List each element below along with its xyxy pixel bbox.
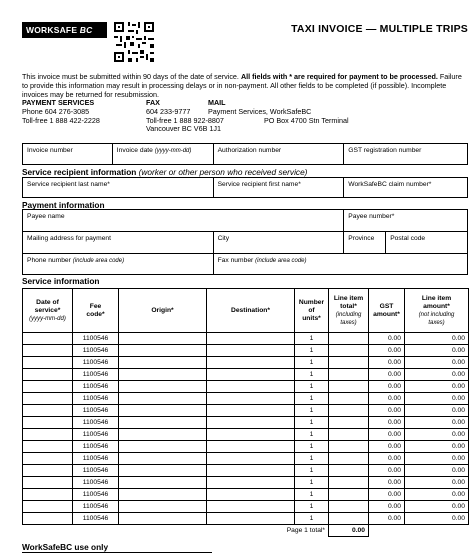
province-label: Province [348, 235, 375, 242]
col-gst-amount [369, 289, 405, 333]
line-amount-cell[interactable]: 0.00 [405, 441, 469, 453]
invoice-number-label: Invoice number [27, 147, 73, 154]
logo-work: WORK [26, 25, 54, 35]
origin-cell[interactable] [119, 429, 207, 441]
gst-cell[interactable]: 0.00 [369, 381, 405, 393]
fee-code-cell[interactable]: 1100546 [73, 393, 119, 405]
line-amount-cell[interactable]: 0.00 [405, 417, 469, 429]
date-cell[interactable] [23, 513, 73, 525]
line-amount-cell[interactable]: 0.00 [405, 369, 469, 381]
col-total-line1: Line item [333, 294, 364, 302]
destination-cell[interactable] [207, 381, 295, 393]
payee-name-field[interactable] [23, 210, 344, 232]
date-cell[interactable] [23, 405, 73, 417]
table-row [23, 501, 469, 513]
date-cell[interactable] [23, 333, 73, 345]
fee-code-cell[interactable]: 1100546 [73, 453, 119, 465]
line-amount-cell[interactable]: 0.00 [405, 489, 469, 501]
col-date-hint: (yyyy-mm-dd) [29, 315, 66, 322]
units-cell[interactable]: 1 [295, 513, 329, 525]
destination-cell[interactable] [207, 393, 295, 405]
units-cell[interactable]: 1 [295, 405, 329, 417]
line-amount-cell[interactable]: 0.00 [405, 513, 469, 525]
col-amount-line1: Line item [421, 294, 452, 302]
postal-code-field[interactable] [386, 232, 468, 254]
line-total-cell[interactable] [329, 441, 369, 453]
table-row [23, 465, 469, 477]
col-destination: Destination* [207, 289, 295, 333]
destination-cell[interactable] [207, 453, 295, 465]
fax-number-label: Fax number [217, 257, 254, 264]
payment-services-heading: PAYMENT SERVICES [22, 98, 95, 107]
line-amount-cell[interactable]: 0.00 [405, 345, 469, 357]
table-row [23, 417, 469, 429]
date-cell[interactable] [23, 417, 73, 429]
line-total-cell[interactable] [329, 369, 369, 381]
fax-number-hint: (include area code) [255, 258, 307, 264]
phone-number-hint: (include area code) [72, 258, 125, 264]
col-gst-line2: amount* [373, 310, 400, 318]
origin-cell[interactable] [119, 453, 207, 465]
line-total-cell[interactable] [329, 429, 369, 441]
service-section-title: Service information [22, 276, 100, 286]
date-cell[interactable] [23, 489, 73, 501]
destination-cell[interactable] [207, 357, 295, 369]
fee-code-cell[interactable]: 1100546 [73, 357, 119, 369]
worksafebc-use-only-title: WorkSafeBC use only [22, 542, 109, 552]
fee-code-cell[interactable]: 1100546 [73, 405, 119, 417]
mailing-address-label: Mailing address for payment [27, 235, 112, 242]
destination-cell[interactable] [207, 429, 295, 441]
origin-cell[interactable] [119, 513, 207, 525]
col-units [295, 289, 329, 333]
phone-number-label: Phone number [27, 257, 71, 264]
instructions-part1: This invoice must be submitted within 90 days of the date of service. [22, 72, 241, 81]
date-cell[interactable] [23, 453, 73, 465]
destination-cell[interactable] [207, 441, 295, 453]
col-gst-line1: GST [379, 302, 394, 310]
table-row [23, 369, 469, 381]
col-units-line3: units* [302, 314, 321, 322]
qr-code-icon [112, 20, 156, 64]
date-cell[interactable] [23, 429, 73, 441]
origin-cell[interactable] [119, 345, 207, 357]
fee-code-cell[interactable]: 1100546 [73, 429, 119, 441]
units-cell[interactable]: 1 [295, 357, 329, 369]
origin-cell[interactable] [119, 369, 207, 381]
claim-number-field[interactable] [344, 178, 468, 198]
gst-cell[interactable]: 0.00 [369, 489, 405, 501]
table-row [23, 429, 469, 441]
fee-code-cell[interactable]: 1100546 [73, 501, 119, 513]
invoice-fields [22, 143, 468, 165]
line-total-cell[interactable] [329, 513, 369, 525]
service-table-header [23, 289, 469, 333]
destination-cell[interactable] [207, 489, 295, 501]
line-total-cell[interactable] [329, 501, 369, 513]
mail-line3: Vancouver BC V6B 1J1 [146, 124, 221, 134]
page-total-spacer [369, 525, 469, 537]
gst-cell[interactable]: 0.00 [369, 513, 405, 525]
units-cell[interactable]: 1 [295, 345, 329, 357]
payment-services-phone: Phone 604 276-3085 [22, 106, 90, 116]
fax-phone: 604 233-9777 [146, 106, 191, 116]
destination-cell[interactable] [207, 345, 295, 357]
col-units-line1: Number [298, 298, 325, 306]
date-cell[interactable] [23, 393, 73, 405]
origin-cell[interactable] [119, 405, 207, 417]
recipient-last-name-label: Service recipient last name* [27, 181, 110, 188]
fax-number-field[interactable] [214, 254, 468, 275]
city-label: City [217, 235, 230, 242]
table-row [23, 345, 469, 357]
mail-line1: Payment Services, WorkSafeBC [208, 106, 312, 116]
line-amount-cell[interactable]: 0.00 [405, 333, 469, 345]
phone-number-field[interactable] [23, 254, 214, 275]
date-cell[interactable] [23, 369, 73, 381]
table-row [23, 453, 469, 465]
origin-cell[interactable] [119, 381, 207, 393]
gst-cell[interactable]: 0.00 [369, 345, 405, 357]
worksafebc-logo [22, 22, 107, 38]
mailing-address-field[interactable] [23, 232, 214, 254]
line-total-cell[interactable] [329, 333, 369, 345]
gst-cell[interactable]: 0.00 [369, 333, 405, 345]
recipient-subtitle: (worker or other person who received service) [138, 167, 308, 177]
gst-cell[interactable]: 0.00 [369, 369, 405, 381]
gst-cell[interactable]: 0.00 [369, 405, 405, 417]
destination-cell[interactable] [207, 465, 295, 477]
table-row [23, 477, 469, 489]
instructions [22, 72, 468, 99]
line-amount-cell[interactable]: 0.00 [405, 453, 469, 465]
fee-code-cell[interactable]: 1100546 [73, 381, 119, 393]
col-fee-line2: code* [86, 310, 105, 318]
recipient-first-name-field[interactable] [214, 178, 345, 198]
invoice-number-field[interactable] [23, 144, 113, 165]
col-line-item-total [329, 289, 369, 333]
origin-cell[interactable] [119, 393, 207, 405]
fee-code-cell[interactable]: 1100546 [73, 369, 119, 381]
destination-cell[interactable] [207, 333, 295, 345]
table-row [23, 489, 469, 501]
logo-bc: BC [79, 25, 93, 35]
line-amount-cell[interactable]: 0.00 [405, 501, 469, 513]
units-cell[interactable]: 1 [295, 381, 329, 393]
table-row [23, 441, 469, 453]
col-amount-hint1: (not including [418, 311, 455, 318]
date-cell[interactable] [23, 501, 73, 513]
units-cell[interactable]: 1 [295, 333, 329, 345]
authorization-number-label: Authorization number [217, 147, 282, 154]
payment-section-title: Payment information [22, 200, 105, 210]
gst-cell[interactable]: 0.00 [369, 453, 405, 465]
line-amount-cell[interactable]: 0.00 [405, 429, 469, 441]
destination-cell[interactable] [207, 513, 295, 525]
line-amount-cell[interactable]: 0.00 [405, 393, 469, 405]
origin-cell[interactable] [119, 441, 207, 453]
table-row [23, 357, 469, 369]
destination-cell[interactable] [207, 417, 295, 429]
units-cell[interactable]: 1 [295, 369, 329, 381]
col-total-hint1: (including [335, 311, 362, 318]
origin-cell[interactable] [119, 357, 207, 369]
col-amount-hint2: taxes) [428, 319, 445, 326]
table-row [23, 513, 469, 525]
destination-cell[interactable] [207, 369, 295, 381]
logo-safe: SAFE [53, 25, 78, 35]
service-table-body [23, 333, 469, 537]
line-amount-cell[interactable]: 0.00 [405, 357, 469, 369]
units-cell[interactable]: 1 [295, 441, 329, 453]
origin-cell[interactable] [119, 417, 207, 429]
destination-cell[interactable] [207, 405, 295, 417]
fee-code-cell[interactable]: 1100546 [73, 513, 119, 525]
gst-cell[interactable]: 0.00 [369, 393, 405, 405]
line-total-cell[interactable] [329, 393, 369, 405]
origin-cell[interactable] [119, 477, 207, 489]
col-total-hint2: taxes) [340, 319, 357, 326]
page-total-value[interactable]: 0.00 [329, 525, 369, 537]
mail-heading: MAIL [208, 98, 226, 107]
table-row [23, 405, 469, 417]
payment-fields [22, 209, 468, 275]
invoice-date-field[interactable] [113, 144, 214, 165]
form-title: TAXI INVOICE — MULTIPLE TRIPS [291, 23, 468, 35]
units-cell[interactable]: 1 [295, 429, 329, 441]
page-total-label: Page 1 total* [286, 527, 325, 535]
line-amount-cell[interactable]: 0.00 [405, 477, 469, 489]
fee-code-cell[interactable]: 1100546 [73, 465, 119, 477]
use-only-divider [22, 552, 212, 553]
line-amount-cell[interactable]: 0.00 [405, 465, 469, 477]
col-date-line1: Date of [36, 298, 59, 306]
origin-cell[interactable] [119, 501, 207, 513]
instructions-part2: Failure to provide this information may result in processing delays or in non-payment. All other fields to be completed (if possible). Incomplete invoices may be returned for resubmission. [22, 72, 462, 99]
date-cell[interactable] [23, 345, 73, 357]
col-total-line2: total* [340, 302, 357, 310]
gst-cell[interactable]: 0.00 [369, 357, 405, 369]
line-total-cell[interactable] [329, 465, 369, 477]
units-cell[interactable]: 1 [295, 393, 329, 405]
fee-code-cell[interactable]: 1100546 [73, 345, 119, 357]
gst-registration-label: GST registration number [348, 147, 422, 154]
units-cell[interactable]: 1 [295, 501, 329, 513]
col-origin: Origin* [119, 289, 207, 333]
col-fee-line1: Fee [89, 302, 102, 310]
payee-number-field[interactable] [344, 210, 468, 232]
fee-code-cell[interactable]: 1100546 [73, 489, 119, 501]
origin-cell[interactable] [119, 465, 207, 477]
invoice-date-hint: (yyyy-mm-dd) [154, 148, 192, 154]
table-row [23, 381, 469, 393]
line-total-cell[interactable] [329, 345, 369, 357]
gst-cell[interactable]: 0.00 [369, 429, 405, 441]
units-cell[interactable]: 1 [295, 417, 329, 429]
line-total-cell[interactable] [329, 489, 369, 501]
recipient-fields [22, 177, 468, 198]
origin-cell[interactable] [119, 333, 207, 345]
fee-code-cell[interactable]: 1100546 [73, 441, 119, 453]
gst-registration-field[interactable] [344, 144, 468, 165]
mail-line2: PO Box 4700 Stn Terminal [264, 115, 349, 125]
gst-cell[interactable]: 0.00 [369, 477, 405, 489]
line-total-cell[interactable] [329, 405, 369, 417]
table-row [23, 393, 469, 405]
date-cell[interactable] [23, 357, 73, 369]
service-table [22, 288, 469, 537]
recipient-first-name-label: Service recipient first name* [217, 181, 301, 188]
date-cell[interactable] [23, 441, 73, 453]
gst-cell[interactable]: 0.00 [369, 501, 405, 513]
line-total-cell[interactable] [329, 381, 369, 393]
recipient-section-title [22, 167, 307, 177]
destination-cell[interactable] [207, 501, 295, 513]
units-cell[interactable]: 1 [295, 465, 329, 477]
fee-code-cell[interactable]: 1100546 [73, 417, 119, 429]
postal-code-label: Postal code [390, 235, 426, 242]
units-cell[interactable]: 1 [295, 453, 329, 465]
units-cell[interactable]: 1 [295, 489, 329, 501]
payment-services-tollfree: Toll-free 1 888 422-2228 [22, 115, 100, 125]
recipient-title: Service recipient information [22, 167, 137, 177]
payee-name-label: Payee name [27, 213, 65, 220]
line-amount-cell[interactable]: 0.00 [405, 381, 469, 393]
fee-code-cell[interactable]: 1100546 [73, 333, 119, 345]
col-date-of-service [23, 289, 73, 333]
line-total-cell[interactable] [329, 417, 369, 429]
destination-cell[interactable] [207, 477, 295, 489]
invoice-date-label: Invoice date [116, 147, 153, 154]
fax-tollfree: Toll-free 1 888 922-8807 [146, 115, 224, 125]
instructions-required: All fields with * are required for payment to be processed. [240, 72, 438, 81]
gst-cell[interactable]: 0.00 [369, 465, 405, 477]
units-cell[interactable]: 1 [295, 477, 329, 489]
recipient-last-name-field[interactable] [23, 178, 214, 198]
date-cell[interactable] [23, 477, 73, 489]
date-cell[interactable] [23, 381, 73, 393]
page-total-row [23, 525, 469, 537]
authorization-number-field[interactable] [214, 144, 345, 165]
col-amount-line2: amount* [423, 302, 450, 310]
gst-cell[interactable]: 0.00 [369, 441, 405, 453]
line-total-cell[interactable] [329, 453, 369, 465]
col-fee-code [73, 289, 119, 333]
form-header [22, 20, 468, 72]
col-units-line2: of [308, 306, 315, 314]
city-field[interactable] [214, 232, 345, 254]
payee-number-label: Payee number* [348, 213, 395, 220]
claim-number-label: WorkSafeBC claim number* [348, 181, 432, 188]
col-date-line2: service* [34, 306, 61, 314]
fee-code-cell[interactable]: 1100546 [73, 477, 119, 489]
fax-heading: FAX [146, 98, 160, 107]
origin-cell[interactable] [119, 489, 207, 501]
date-cell[interactable] [23, 465, 73, 477]
col-line-item-amount [405, 289, 469, 333]
province-field[interactable] [344, 232, 386, 254]
line-total-cell[interactable] [329, 477, 369, 489]
line-total-cell[interactable] [329, 357, 369, 369]
gst-cell[interactable]: 0.00 [369, 417, 405, 429]
table-row [23, 333, 469, 345]
line-amount-cell[interactable]: 0.00 [405, 405, 469, 417]
